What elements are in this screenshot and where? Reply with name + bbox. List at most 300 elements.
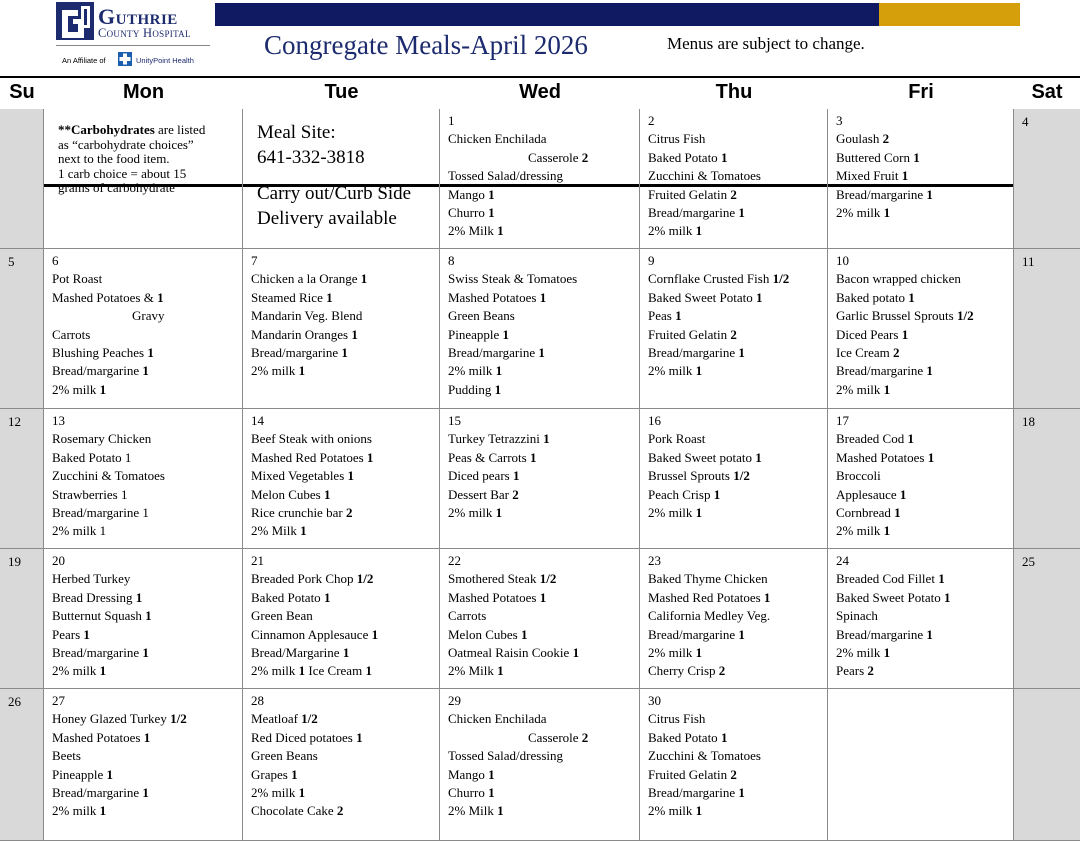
- menu-item-name: Beef Steak with onions: [251, 431, 372, 447]
- carb-count: 2: [581, 729, 589, 745]
- menu-item-name: Bacon wrapped chicken: [836, 271, 961, 287]
- menu-item: [52, 644, 236, 662]
- day-cell: [640, 689, 828, 841]
- day-cell: [44, 549, 243, 689]
- note-line: [58, 123, 232, 138]
- carb-count: 1: [106, 766, 114, 782]
- menu-item: [648, 344, 821, 362]
- menu-item: [251, 326, 433, 344]
- hospital-logo: [56, 2, 212, 72]
- carb-count: 1: [347, 468, 355, 484]
- carb-count: 1: [695, 803, 703, 819]
- note-line: next to the food item.: [58, 151, 170, 166]
- menu-item: [836, 522, 1007, 540]
- menu-item-name: Fruited Gelatin: [648, 326, 728, 342]
- menu-item: [448, 186, 633, 204]
- day-cell: [828, 409, 1014, 549]
- carb-count: 1: [883, 645, 891, 661]
- menu-item: [52, 449, 236, 467]
- menu-item: [836, 167, 1007, 185]
- carb-count: 1: [99, 663, 107, 679]
- date-number: 29: [448, 693, 461, 708]
- carb-count: 1: [883, 381, 891, 397]
- carb-count: 2: [581, 149, 589, 165]
- saturday-cell: [1014, 249, 1080, 409]
- menu-item-name: Broccoli: [836, 468, 881, 484]
- carb-count: 1/2: [170, 711, 187, 727]
- menu-item-name: Bread/margarine: [52, 785, 140, 801]
- sunday-cell: [0, 249, 44, 409]
- menu-item: [836, 362, 1007, 380]
- menu-item: [448, 381, 633, 399]
- carb-count: 1: [572, 645, 580, 661]
- day-cell: [440, 409, 640, 549]
- menu-item-name: Bread/margarine: [52, 363, 140, 379]
- menu-item: [836, 381, 1007, 399]
- day-cell: [243, 249, 440, 409]
- menu-item: [836, 589, 1007, 607]
- menu-item: [448, 589, 633, 607]
- menu-item: [251, 362, 433, 380]
- menu-item: [251, 467, 433, 485]
- menu-item: [836, 270, 1007, 288]
- carb-count: 1: [913, 149, 920, 165]
- carb-count: 1: [512, 468, 520, 484]
- menu-item: [648, 486, 821, 504]
- carb-count: 1: [488, 766, 495, 782]
- menu-item-name: 2% Milk: [448, 223, 494, 239]
- menu-item: [52, 784, 236, 802]
- carb-count: 1: [298, 363, 306, 379]
- carb-count: 1: [901, 168, 909, 184]
- carb-count: 1: [298, 663, 306, 679]
- menu-item: [251, 626, 433, 644]
- carb-count: 1: [157, 289, 164, 305]
- menu-item-name: Ice Cream: [308, 663, 363, 679]
- carb-count: 1: [291, 766, 298, 782]
- menu-item-name: Mashed Red Potatoes: [251, 449, 364, 465]
- menu-item-name: Breaded Cod: [836, 431, 905, 447]
- menu-item-name: 2% milk: [648, 363, 693, 379]
- date-number: 16: [648, 413, 661, 428]
- carb-count: 1: [695, 645, 703, 661]
- saturday-cell: [1014, 549, 1080, 689]
- day-cell: [828, 549, 1014, 689]
- menu-item: [648, 467, 821, 485]
- menu-item: [648, 289, 821, 307]
- menu-item: [836, 204, 1007, 222]
- menu-item-name: Red Diced potatoes: [251, 729, 353, 745]
- menu-item-name: 2% milk: [52, 663, 97, 679]
- menu-item: [251, 644, 433, 662]
- carb-note: [44, 109, 243, 249]
- date-number: 19: [8, 554, 21, 569]
- carb-count: 1: [675, 308, 682, 324]
- day-cell: [640, 409, 828, 549]
- menu-item-name: Pineapple: [52, 766, 104, 782]
- menu-item: [448, 362, 633, 380]
- menu-item: [448, 644, 633, 662]
- note-line: grams of carbohydrate: [58, 180, 175, 195]
- menu-item-name: Diced pears: [448, 468, 510, 484]
- menu-item: [52, 522, 236, 540]
- menu-item-name: Fruited Gelatin: [648, 186, 728, 202]
- menu-item-name: Melon Cubes: [251, 486, 321, 502]
- day-cell: [440, 249, 640, 409]
- day-header-fri: Fri: [908, 81, 934, 103]
- date-number: 26: [8, 694, 21, 709]
- menu-item-name: 2% milk: [52, 381, 97, 397]
- menu-item: [648, 607, 821, 625]
- menu-item-name: Mixed Fruit: [836, 168, 899, 184]
- menu-item: [52, 326, 236, 344]
- logo-mark-icon: [56, 2, 94, 40]
- menu-item-name: Beets: [52, 748, 81, 764]
- menu-item-name: Pork Roast: [648, 431, 706, 447]
- menu-item: [448, 729, 633, 747]
- menu-item: [448, 662, 633, 680]
- menu-item-name: 2% milk: [52, 803, 97, 819]
- menu-item-name: 2% Milk: [448, 663, 494, 679]
- carb-count: 1/2: [772, 271, 790, 287]
- menu-item: [448, 167, 633, 185]
- menu-item-name: Green Beans: [251, 748, 318, 764]
- carb-count: 1: [497, 803, 504, 819]
- menu-item-name: Applesauce: [836, 486, 897, 502]
- menu-item-name: Blushing Peaches: [52, 345, 145, 361]
- menu-item: [52, 589, 236, 607]
- menu-item-name: Baked Potato 1: [52, 449, 132, 465]
- menu-item: [52, 307, 236, 325]
- menu-item: [648, 589, 821, 607]
- carb-count: 2: [336, 803, 344, 819]
- menu-item: [448, 710, 633, 728]
- menu-item: [836, 149, 1007, 167]
- note-bold: Carbohydrates: [71, 122, 155, 137]
- menu-item-name: Baked Potato: [648, 149, 718, 165]
- menu-item: [836, 289, 1007, 307]
- carb-count: 1: [495, 363, 503, 379]
- meal-site-info: [243, 109, 440, 249]
- menu-item-name: Garlic Brussel Sprouts: [836, 308, 954, 324]
- menu-item-name: 2% Milk: [448, 803, 494, 819]
- menu-item-name: Breaded Cod Fillet: [836, 571, 935, 587]
- carb-count: 1/2: [539, 571, 557, 587]
- menu-item-name: Goulash: [836, 131, 880, 147]
- sunday-cell: [0, 549, 44, 689]
- date-number: 18: [1022, 414, 1035, 429]
- menu-item-name: Swiss Steak & Tomatoes: [448, 271, 578, 287]
- menu-item: [648, 326, 821, 344]
- carb-count: 1: [371, 626, 379, 642]
- date-number: 15: [448, 413, 461, 428]
- menu-item: [52, 729, 236, 747]
- carb-count: 1: [938, 571, 945, 587]
- menu-item-name: Ice Cream: [836, 345, 890, 361]
- menu-item: [836, 626, 1007, 644]
- menu-item: [52, 570, 236, 588]
- menu-item-name: Peach Crisp: [648, 486, 711, 502]
- menu-item-name: Mango: [448, 186, 485, 202]
- date-number: 25: [1022, 554, 1035, 569]
- carb-count: 1: [143, 729, 151, 745]
- menu-item-name: 2% milk: [448, 505, 493, 521]
- menu-item: [251, 430, 433, 448]
- date-number: 6: [52, 253, 59, 268]
- day-cell: [44, 409, 243, 549]
- menu-item-name: Baked Potato: [648, 729, 718, 745]
- menu-item-name: 2% Milk: [251, 523, 297, 539]
- menu-item: [52, 430, 236, 448]
- menu-item-name: Rice crunchie bar: [251, 505, 343, 521]
- menu-item-name: Bread/margarine: [52, 645, 140, 661]
- note-stars: **: [58, 122, 71, 137]
- menu-item-name: Smothered Steak: [448, 571, 537, 587]
- menu-item-name: Brussel Sprouts: [648, 468, 730, 484]
- carb-count: 1: [142, 785, 149, 801]
- menu-item-name: Churro: [448, 205, 485, 221]
- menu-item: [648, 662, 821, 680]
- menu-item-name: Mashed Potatoes: [448, 289, 537, 305]
- date-number: 5: [8, 254, 15, 269]
- day-cell: [828, 689, 1014, 841]
- menu-item: [836, 504, 1007, 522]
- day-cell: [243, 549, 440, 689]
- date-number: 12: [8, 414, 21, 429]
- carb-count: 1: [142, 363, 149, 379]
- day-cell: [828, 109, 1014, 249]
- menu-item-name: 2% milk: [251, 663, 296, 679]
- carb-count: 1: [538, 345, 545, 361]
- carb-count: 1: [135, 589, 143, 605]
- date-number: 17: [836, 413, 849, 428]
- menu-item-name: Herbed Turkey: [52, 571, 131, 587]
- menu-item: [648, 710, 821, 728]
- day-header-mon: Mon: [122, 81, 165, 103]
- menu-item-name: Bread/margarine: [648, 205, 736, 221]
- menu-item-name: Butternut Squash: [52, 608, 142, 624]
- menu-item-name: 2% milk: [648, 645, 693, 661]
- menu-item: [52, 270, 236, 288]
- menu-item: [836, 467, 1007, 485]
- menu-item: [251, 766, 433, 784]
- menu-item: [448, 626, 633, 644]
- menu-item: [648, 307, 821, 325]
- menu-item: [648, 204, 821, 222]
- date-number: 4: [1022, 114, 1029, 129]
- menu-item-name: Bread/margarine: [251, 345, 339, 361]
- menu-item: [251, 270, 433, 288]
- carb-count: 1: [83, 626, 90, 642]
- menu-item-name: Mashed Potatoes: [52, 729, 141, 745]
- carb-count: 1: [720, 149, 728, 165]
- day-cell: [243, 409, 440, 549]
- menu-item-name: Baked Potato: [251, 589, 321, 605]
- day-cell: [640, 249, 828, 409]
- menu-item-name: Chicken Enchilada: [448, 131, 547, 147]
- day-cell: [440, 109, 640, 249]
- carb-count: 1: [356, 729, 363, 745]
- menu-item: [648, 570, 821, 588]
- menu-item: [251, 289, 433, 307]
- menu-item-name: Pears: [836, 663, 865, 679]
- page-header: [0, 0, 1080, 76]
- date-number: 9: [648, 253, 655, 268]
- menu-item: [251, 747, 433, 765]
- menu-item-name: Meatloaf: [251, 711, 298, 727]
- carb-count: 1: [366, 449, 374, 465]
- carb-count: 1/2: [956, 308, 974, 324]
- carb-count: 1: [738, 626, 745, 642]
- logo-affiliate-text: An Affiliate of: [62, 56, 106, 65]
- menu-item: [648, 802, 821, 820]
- menu-item-name: 2% milk: [836, 205, 881, 221]
- unitypoint-cross-icon: [118, 52, 132, 66]
- menu-item: [448, 289, 633, 307]
- day-cell: [440, 549, 640, 689]
- menu-item-name: Bread/margarine: [648, 345, 736, 361]
- carb-count: 1: [520, 626, 528, 642]
- sunday-cell: [0, 689, 44, 841]
- menu-item: [448, 204, 633, 222]
- menu-item-name: Citrus Fish: [648, 131, 706, 147]
- menu-item-name: Dessert Bar: [448, 486, 510, 502]
- carb-count: 1: [763, 589, 771, 605]
- day-header-thu: Thu: [715, 81, 753, 103]
- menu-item: [448, 430, 633, 448]
- menu-item: [836, 344, 1007, 362]
- menu-item: [836, 186, 1007, 204]
- menu-item: [448, 747, 633, 765]
- menu-item: [251, 589, 433, 607]
- menu-item-name: Green Bean: [251, 608, 313, 624]
- menu-item: [52, 362, 236, 380]
- menu-item-name: Baked Sweet Potato: [648, 289, 753, 305]
- menu-item: [251, 607, 433, 625]
- carb-count: 1: [883, 205, 891, 221]
- menu-item: [251, 662, 433, 680]
- date-number: 10: [836, 253, 849, 268]
- menu-item-name: Rosemary Chicken: [52, 431, 152, 447]
- menu-item-name: Baked Thyme Chicken: [648, 571, 768, 587]
- menu-item-name: Pears: [52, 626, 81, 642]
- date-number: 24: [836, 553, 849, 568]
- menu-item-name: Bread/margarine: [648, 626, 736, 642]
- menu-item: [836, 130, 1007, 148]
- carb-count: 1: [488, 785, 495, 801]
- meal-site-phone: 641-332-3818: [257, 146, 365, 168]
- page-title: Congregate Meals-April 2026: [264, 30, 588, 60]
- header-navy-bar: [215, 3, 879, 26]
- carb-count: 2: [893, 345, 900, 361]
- menu-item: [648, 130, 821, 148]
- menu-item-name: Peas: [648, 308, 672, 324]
- menu-item: [52, 607, 236, 625]
- menu-item-name: Strawberries 1: [52, 486, 128, 502]
- day-cell: [44, 249, 243, 409]
- menu-item: [52, 504, 236, 522]
- menu-item: [648, 362, 821, 380]
- day-header-sat: Sat: [1031, 81, 1063, 103]
- date-number: 1: [448, 113, 455, 128]
- day-cell: [640, 549, 828, 689]
- carb-count: 1: [494, 381, 502, 397]
- menu-item-name: Churro: [448, 785, 485, 801]
- menu-item: [251, 449, 433, 467]
- carb-count: 1: [926, 363, 933, 379]
- menu-item-name: Cornflake Crusted Fish: [648, 271, 770, 287]
- menu-item-name: Chocolate Cake: [251, 803, 334, 819]
- menu-item: [52, 710, 236, 728]
- menu-item: [836, 607, 1007, 625]
- menu-item: [836, 326, 1007, 344]
- carb-count: 1: [323, 589, 331, 605]
- menu-item-name: Grapes: [251, 766, 288, 782]
- menu-item: [448, 570, 633, 588]
- menu-item: [448, 486, 633, 504]
- menu-item: [648, 222, 821, 240]
- carb-count: 1: [926, 626, 933, 642]
- menu-item: [52, 766, 236, 784]
- carb-count: 1: [894, 505, 901, 521]
- menu-item-name: Zucchini & Tomatoes: [52, 468, 165, 484]
- menu-item: [52, 662, 236, 680]
- menu-item-name: 2% milk: [448, 363, 493, 379]
- menu-item-name: Chicken a la Orange: [251, 271, 358, 287]
- date-number: 21: [251, 553, 264, 568]
- carb-count: 2: [882, 131, 890, 147]
- menu-item: [52, 747, 236, 765]
- menu-item-name: Gravy: [132, 308, 165, 324]
- menu-item-name: Spinach: [836, 608, 878, 624]
- carb-count: 1: [713, 486, 721, 502]
- menu-item: [448, 149, 633, 167]
- menu-item-name: Turkey Tetrazzini: [448, 431, 540, 447]
- carb-count: 1: [99, 803, 107, 819]
- menu-item-name: Pineapple: [448, 326, 500, 342]
- date-number: 11: [1022, 254, 1035, 269]
- day-header-sun: Su: [9, 81, 35, 103]
- menu-item-name: Diced Pears: [836, 326, 899, 342]
- menu-item: [448, 344, 633, 362]
- date-number: 30: [648, 693, 661, 708]
- day-cell: [440, 689, 640, 841]
- carb-count: 1: [543, 431, 550, 447]
- carb-count: 1: [738, 345, 745, 361]
- day-cell: [828, 249, 1014, 409]
- carb-count: 1: [899, 486, 907, 502]
- menu-item-name: 2% milk: [836, 645, 881, 661]
- menu-item: [251, 729, 433, 747]
- menu-item-name: Zucchini & Tomatoes: [648, 168, 761, 184]
- date-number: 14: [251, 413, 264, 428]
- menu-item: [648, 149, 821, 167]
- menu-item-name: Cinnamon Applesauce: [251, 626, 369, 642]
- carb-count: 1: [720, 729, 728, 745]
- menu-item-name: Pot Roast: [52, 271, 103, 287]
- menu-item-name: Mandarin Oranges: [251, 326, 349, 342]
- carb-count: 1/2: [356, 571, 374, 587]
- carb-count: 2: [512, 486, 519, 502]
- date-number: 27: [52, 693, 65, 708]
- sunday-cell: [0, 409, 44, 549]
- carb-count: 1: [342, 645, 350, 661]
- menu-item: [52, 344, 236, 362]
- menu-item: [251, 802, 433, 820]
- menu-item-name: Cornbread: [836, 505, 891, 521]
- menu-item-name: Breaded Pork Chop: [251, 571, 354, 587]
- menu-item: [836, 662, 1007, 680]
